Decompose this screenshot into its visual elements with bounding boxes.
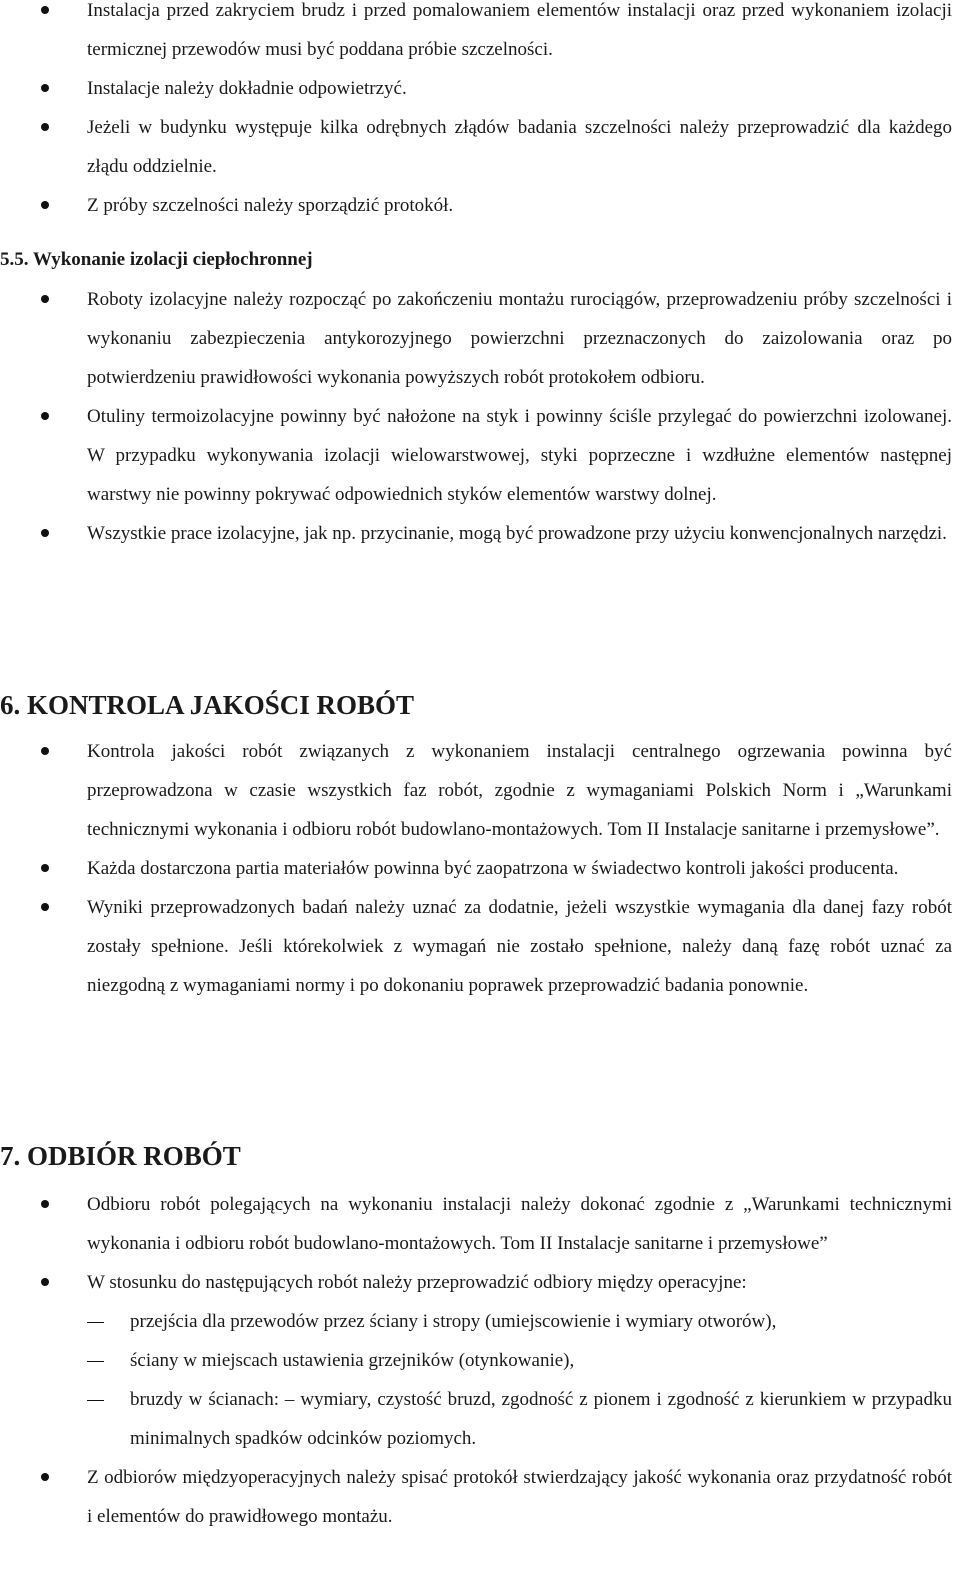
list-item [0,888,960,1005]
list-item [0,280,960,397]
dash-icon [87,1361,104,1362]
bullet-icon [41,123,49,131]
bullet-list-7-end [0,1458,960,1536]
bullet-icon [41,529,49,537]
list-item-text: Z próby szczelności należy sporządzić protokół. [87,195,454,216]
bullet-icon [41,6,49,14]
bullet-icon [41,1278,49,1286]
list-item [0,849,960,888]
list-item [0,1458,960,1536]
list-item-text: Każda dostarczona partia materiałów powinna być zaopatrzona w świadectwo kontroli jakości producenta. [87,858,899,879]
list-item-text: Kontrola jakości robót związanych z wykonaniem instalacji centralnego ogrzewania powinna być przeprowadzona w czasie wszystkich faz robót, zgodnie z wymaganiami Polskich Norm i „Warunkami technicznymi wykonania i odbioru robót budowlano-montażowych. Tom II Instalacje sanitarne i przemysłowe”. [87,741,952,840]
dash-list-item [0,1341,960,1380]
list-item [0,69,960,108]
list-item-text: W stosunku do następujących robót należy przeprowadzić odbiory między operacyjne: [87,1272,747,1293]
dash-item-text: bruzdy w ścianach: – wymiary, czystość bruzd, zgodność z pionem i zgodność z kierunkiem w przypadku minimalnych spadków odcinków poziomych. [130,1389,952,1449]
dash-item-text: przejścia dla przewodów przez ściany i stropy (umiejscowienie i wymiary otworów), [130,1311,777,1332]
bullet-icon [41,1200,49,1208]
dash-item-text: ściany w miejscach ustawienia grzejników (otynkowanie), [130,1350,575,1371]
bullet-list-5-5 [0,280,960,553]
list-item-text: Wyniki przeprowadzonych badań należy uznać za dodatnie, jeżeli wszystkie wymagania dla danej fazy robót zostały spełnione. Jeśli którekolwiek z wymagań nie zostało spełnione, należy daną fazę robót uznać za niezgodną z wymaganiami normy i po dokonaniu poprawek przeprowadzić badania ponownie. [87,897,952,996]
dash-list-item [0,1302,960,1341]
list-item-text: Z odbiorów międzyoperacyjnych należy spisać protokół stwierdzający jakość wykonania oraz przydatność robót i elementów do prawidłowego montażu. [87,1467,952,1527]
list-item [0,1263,960,1302]
bullet-icon [41,903,49,911]
list-item-text: Roboty izolacyjne należy rozpocząć po zakończeniu montażu rurociągów, przeprowadzeniu próby szczelności i wykonaniu zabezpieczenia antykorozyjnego powierzchni przeznaczonych do zaizolowania oraz po potwierdzeniu prawidłowości wykonania powyższych robót protokołem odbioru. [87,289,952,388]
list-item-text: Jeżeli w budynku występuje kilka odrębnych złądów badania szczelności należy przeprowadzić dla każdego złądu oddzielnie. [87,117,952,177]
bullet-list-top [0,0,960,225]
bullet-icon [41,201,49,209]
dash-list-item [0,1380,960,1458]
list-item-text: Wszystkie prace izolacyjne, jak np. przycinanie, mogą być prowadzone przy użyciu konwencjonalnych narzędzi. [87,523,947,544]
list-item-text: Instalacja przed zakryciem brudz i przed pomalowaniem elementów instalacji oraz przed wykonaniem izolacji termicznej przewodów musi być poddana próbie szczelności. [87,0,952,60]
dash-icon [87,1322,104,1323]
bullet-list-6 [0,732,960,1005]
list-item [0,397,960,514]
section-7-heading: 7. ODBIÓR ROBÓT [0,1141,241,1171]
bullet-icon [41,864,49,872]
bullet-icon [41,1473,49,1481]
list-item [0,0,960,69]
dash-icon [87,1400,104,1401]
section-6-heading: 6. KONTROLA JAKOŚCI ROBÓT [0,690,415,720]
list-item [0,1185,960,1263]
bullet-list-7 [0,1185,960,1302]
section-7-body [0,1185,960,1536]
list-item-text: Instalacje należy dokładnie odpowietrzyć. [87,78,407,99]
list-item [0,732,960,849]
list-item [0,108,960,186]
bullet-icon [41,84,49,92]
section-5-5-heading: 5.5. Wykonanie izolacji ciepłochronnej [0,249,313,270]
list-item-text: Odbioru robót polegających na wykonaniu instalacji należy dokonać zgodnie z „Warunkami technicznymi wykonania i odbioru robót budowlano-montażowych. Tom II Instalacje sanitarne i przemysłowe” [87,1194,952,1254]
list-item-text: Otuliny termoizolacyjne powinny być nałożone na styk i powinny ściśle przylegać do powierzchni izolowanej. W przypadku wykonywania izolacji wielowarstwowej, styki poprzeczne i wzdłużne elementów następnej warstwy nie powinny pokrywać odpowiednich styków elementów warstwy dolnej. [87,406,952,505]
list-item [0,514,960,553]
bullet-icon [41,412,49,420]
bullet-icon [41,747,49,755]
list-item [0,186,960,225]
bullet-icon [41,295,49,303]
dash-list [0,1302,960,1458]
